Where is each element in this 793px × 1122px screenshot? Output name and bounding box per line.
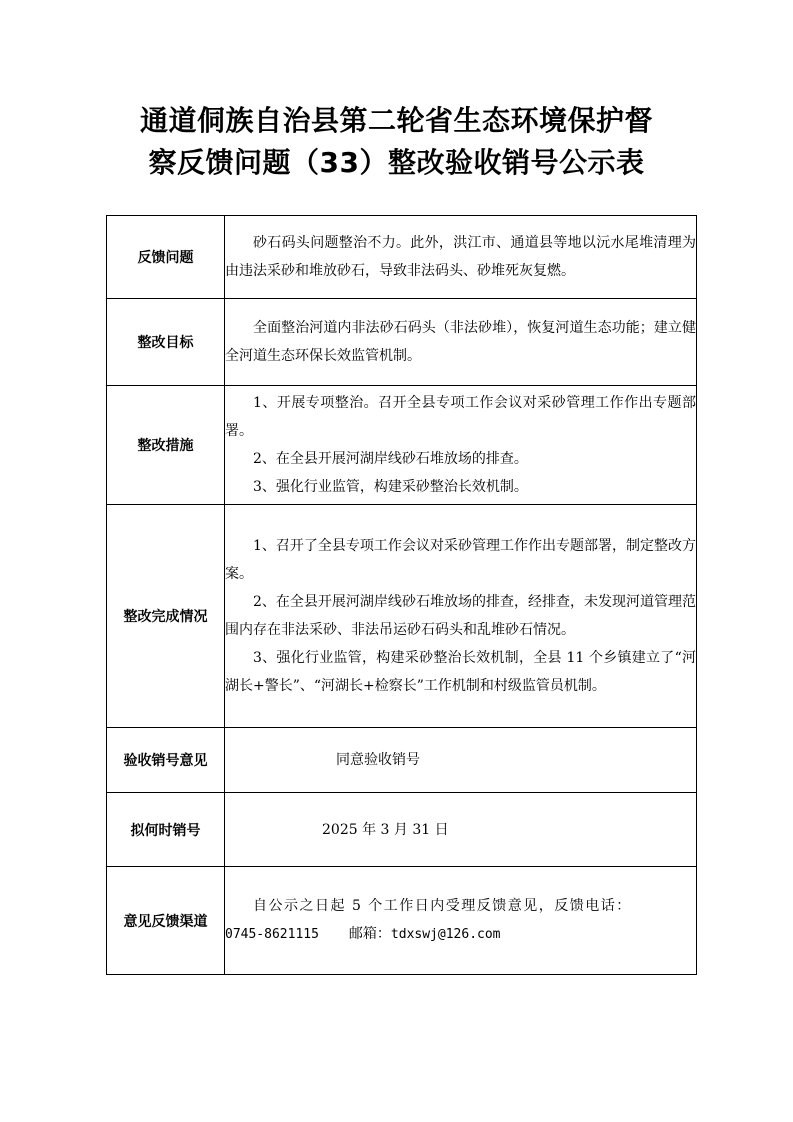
content-proposed-date xyxy=(225,793,697,867)
label-proposed-date: 拟何时销号 xyxy=(107,793,225,867)
rectification-goal-text: 全面整治河道内非法砂石码头（非法砂堆），恢复河道生态功能；建立健全河道生态环保长效监管机制。 xyxy=(225,320,696,364)
measure-item-1: 1、开展专项整治。召开全县专项工作会议对采砂管理工作作出专题部署。 xyxy=(225,395,696,439)
email-label: 邮箱： xyxy=(348,926,391,942)
content-rectification-measures xyxy=(225,386,697,505)
content-feedback-issue xyxy=(225,216,697,299)
publicity-table xyxy=(106,215,697,975)
proposed-date-value: 2025 年 3 月 31 日 xyxy=(322,821,449,838)
content-completion-status xyxy=(225,505,697,728)
feedback-issue-text: 砂石码头问题整治不力。此外，洪江市、通道县等地以沅水尾堆清理为由违法采砂和堆放砂石，导致非法码头、砂堆死灰复燃。 xyxy=(225,235,696,279)
title-line-2: 察反馈问题（33）整改验收销号公示表 xyxy=(148,146,645,179)
document-title xyxy=(0,100,793,184)
acceptance-opinion-value: 同意验收销号 xyxy=(336,752,420,768)
row-rectification-goal xyxy=(107,299,697,386)
content-rectification-goal xyxy=(225,299,697,386)
title-line-1: 通道侗族自治县第二轮省生态环境保护督 xyxy=(139,104,653,137)
row-rectification-measures xyxy=(107,386,697,505)
feedback-email: tdxswj@126.com xyxy=(390,927,501,942)
label-feedback-issue: 反馈问题 xyxy=(107,216,225,299)
row-acceptance-opinion xyxy=(107,728,697,793)
measure-item-2: 2、在全县开展河湖岸线砂石堆放场的排查。 xyxy=(253,451,528,467)
label-rectification-measures: 整改措施 xyxy=(107,386,225,505)
label-feedback-channel: 意见反馈渠道 xyxy=(107,867,225,975)
label-rectification-goal: 整改目标 xyxy=(107,299,225,386)
content-feedback-channel xyxy=(225,867,697,975)
feedback-channel-text: 自公示之日起 5 个工作日内受理反馈意见，反馈电话： xyxy=(253,898,632,914)
row-feedback-channel xyxy=(107,867,697,975)
completion-item-3: 3、强化行业监管，构建采砂整治长效机制，全县 11 个乡镇建立了“河湖长+警长”、“河湖长+检察长”工作机制和村级监管员机制。 xyxy=(225,650,696,694)
row-feedback-issue xyxy=(107,216,697,299)
label-completion-status: 整改完成情况 xyxy=(107,505,225,728)
row-completion-status xyxy=(107,505,697,728)
completion-item-1: 1、召开了全县专项工作会议对采砂管理工作作出专题部署，制定整改方案。 xyxy=(225,538,696,582)
completion-item-2: 2、在全县开展河湖岸线砂石堆放场的排查，经排查，未发现河道管理范围内存在非法采砂、非法吊运砂石码头和乱堆砂石情况。 xyxy=(225,594,696,638)
feedback-phone: 0745-8621115 xyxy=(225,927,319,942)
label-acceptance-opinion: 验收销号意见 xyxy=(107,728,225,793)
content-acceptance-opinion xyxy=(225,728,697,793)
measure-item-3: 3、强化行业监管，构建采砂整治长效机制。 xyxy=(253,479,528,495)
row-proposed-date xyxy=(107,793,697,867)
